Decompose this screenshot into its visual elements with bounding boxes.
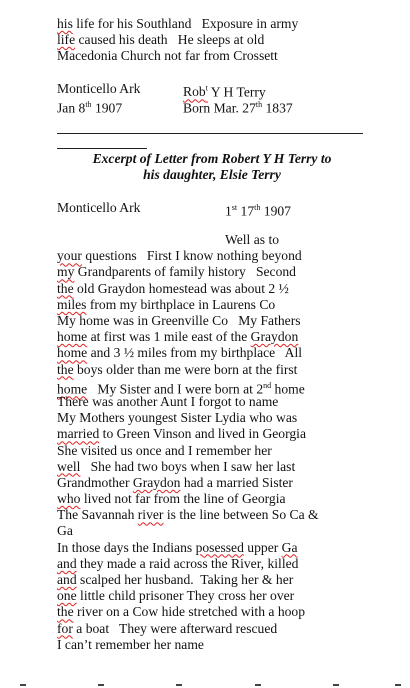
signature-place: Monticello Ark [57, 80, 141, 96]
flagged-word: who [57, 491, 81, 507]
flagged-word: miles [57, 296, 87, 312]
line-text: In those days the Indians [57, 539, 196, 555]
flagged-word: married [57, 426, 100, 442]
line-text: from my birthplace in Laurens Co [86, 296, 276, 312]
edge-mark [333, 684, 339, 686]
letter-line [57, 621, 377, 637]
letter-line [57, 540, 377, 556]
date-sup: th [254, 202, 261, 212]
letter-line [57, 378, 377, 397]
line-text: My Mothers youngest Sister Lydia who was [57, 410, 298, 426]
line-text: upper [243, 539, 282, 555]
flagged-word: my [57, 264, 75, 280]
flagged-word: and [57, 555, 77, 571]
flagged-word: his [57, 16, 73, 31]
edge-mark [395, 684, 401, 686]
flagged-word: Ga [281, 539, 298, 555]
name-rest: Y H Terry [207, 84, 266, 100]
letter-line [57, 556, 377, 572]
letter-line [57, 426, 377, 442]
flagged-word: posessed [195, 539, 244, 555]
signature-date-row [57, 97, 377, 116]
line-text: Grandparents of family history Second [74, 264, 296, 280]
date-year: 1907 [91, 100, 123, 116]
born-text: Born Mar. 27 [183, 100, 256, 116]
date-text: Jan 8 [57, 100, 86, 116]
letter-line [57, 604, 377, 620]
letter-line [57, 507, 377, 523]
flagged-word: for [57, 620, 73, 636]
blank-line [57, 216, 377, 232]
obituary-line [57, 32, 377, 48]
born-year: 1837 [262, 100, 293, 116]
date-year: 1907 [260, 203, 291, 219]
letter-line [57, 394, 377, 410]
line-text: questions First I know nothing beyond [81, 248, 302, 264]
letter-line [57, 443, 377, 459]
letter-line [57, 410, 377, 426]
signature-born [183, 97, 293, 117]
divider-long [57, 133, 363, 134]
flagged-word: home [57, 329, 88, 345]
flagged-word: your [57, 248, 82, 264]
letter-place: Monticello Ark [57, 199, 141, 215]
line-text: boys older than me were born at the first [73, 361, 298, 377]
obituary-line [57, 48, 377, 64]
date-sup: st [231, 202, 238, 212]
letter-line [57, 297, 377, 313]
name-abbrev: Rob [183, 84, 206, 100]
line-text: She visited us once and I remember her [57, 442, 272, 458]
heading-line-2: his daughter, Elsie Terry [143, 167, 281, 183]
heading-line-1: Excerpt of Letter from Robert Y H Terry to [92, 151, 332, 167]
letter-line [57, 459, 377, 475]
letter-date [225, 200, 291, 220]
line-text: She had two boys when I saw her last [80, 458, 296, 474]
flagged-word: one [57, 588, 77, 604]
letter-line [57, 313, 377, 329]
date-part: 17 [237, 203, 255, 219]
flagged-word: Graydon [132, 474, 181, 490]
obituary-line [57, 16, 377, 32]
letter-line [57, 248, 377, 264]
line-text: home [271, 381, 305, 397]
letter-line [57, 588, 377, 604]
letter-salutation: Well as to [225, 232, 280, 248]
ordinal-sup: nd [263, 380, 272, 390]
date-sup: th [85, 99, 92, 109]
signature-row [57, 80, 377, 100]
edge-mark [20, 684, 26, 686]
line-text: Ga [57, 523, 73, 539]
name-abbrev-sup: t [205, 83, 208, 93]
line-text: old Graydon homestead was about 2 ½ [73, 280, 289, 296]
flagged-word: Graydon [250, 329, 299, 345]
flagged-word: life [57, 32, 76, 48]
date-part: 1 [225, 203, 232, 219]
letter-line [57, 281, 377, 297]
line-text: river on a Cow hide stretched with a hoop [73, 604, 306, 620]
line-text: to Green Vinson and lived in Georgia [99, 426, 306, 442]
line-text: My Sister and I were born at 2 [87, 381, 264, 397]
blank-line [57, 65, 377, 81]
letter-line [57, 329, 377, 345]
edge-mark [98, 684, 104, 686]
line-text: There was another Aunt I forgot to name [57, 393, 279, 409]
flagged-word: the [57, 604, 74, 620]
flagged-word: the [57, 361, 74, 377]
letter-line [57, 523, 377, 539]
letter-line [57, 637, 377, 653]
line-text: is the line between So Ca & [163, 507, 319, 523]
flagged-word: home [57, 381, 88, 397]
blank-line [57, 184, 377, 200]
excerpt-heading [57, 151, 367, 183]
flagged-word: home [57, 345, 88, 361]
line-text: and 3 ½ miles from my birthplace All [87, 345, 303, 361]
line-text: little child prisoner They cross her over [76, 588, 295, 604]
page-bottom-edge [0, 680, 410, 688]
line-text: Grandmother [57, 474, 133, 490]
edge-mark [255, 684, 261, 686]
letter-line [57, 362, 377, 378]
line-text: life for his Southland Exposure in army [72, 16, 299, 31]
born-sup: th [255, 99, 263, 109]
line-text: they made a raid across the River, killed [76, 555, 299, 571]
line-text: scalped her husband. Taking her & her [76, 572, 294, 588]
line-text: a boat They were afterward rescued [72, 620, 278, 636]
flagged-word: the [57, 280, 74, 296]
document-page [57, 16, 377, 653]
line-text: at first was 1 mile east of the [87, 329, 251, 345]
flagged-word: well [57, 458, 81, 474]
letter-line [57, 572, 377, 588]
line-text: lived not far from the line of Georgia [80, 491, 286, 507]
letter-line [57, 475, 377, 491]
flagged-word: and [57, 572, 77, 588]
line-text: My home was in Greenville Co My Fathers [57, 313, 301, 329]
letter-line [57, 264, 377, 280]
line-text: The Savannah [57, 507, 138, 523]
letter-dateline [57, 199, 377, 219]
signature-date [57, 97, 122, 117]
edge-mark [176, 684, 182, 686]
line-text: had a married Sister [180, 474, 293, 490]
line-text: Macedonia Church not far from Crossett [57, 48, 278, 64]
flagged-word: river [137, 507, 164, 523]
letter-line [57, 345, 377, 361]
line-text: I can’t remember her name [57, 636, 204, 652]
line-text: caused his death He sleeps at old [75, 32, 265, 48]
divider-short [57, 148, 147, 149]
letter-line [57, 491, 377, 507]
